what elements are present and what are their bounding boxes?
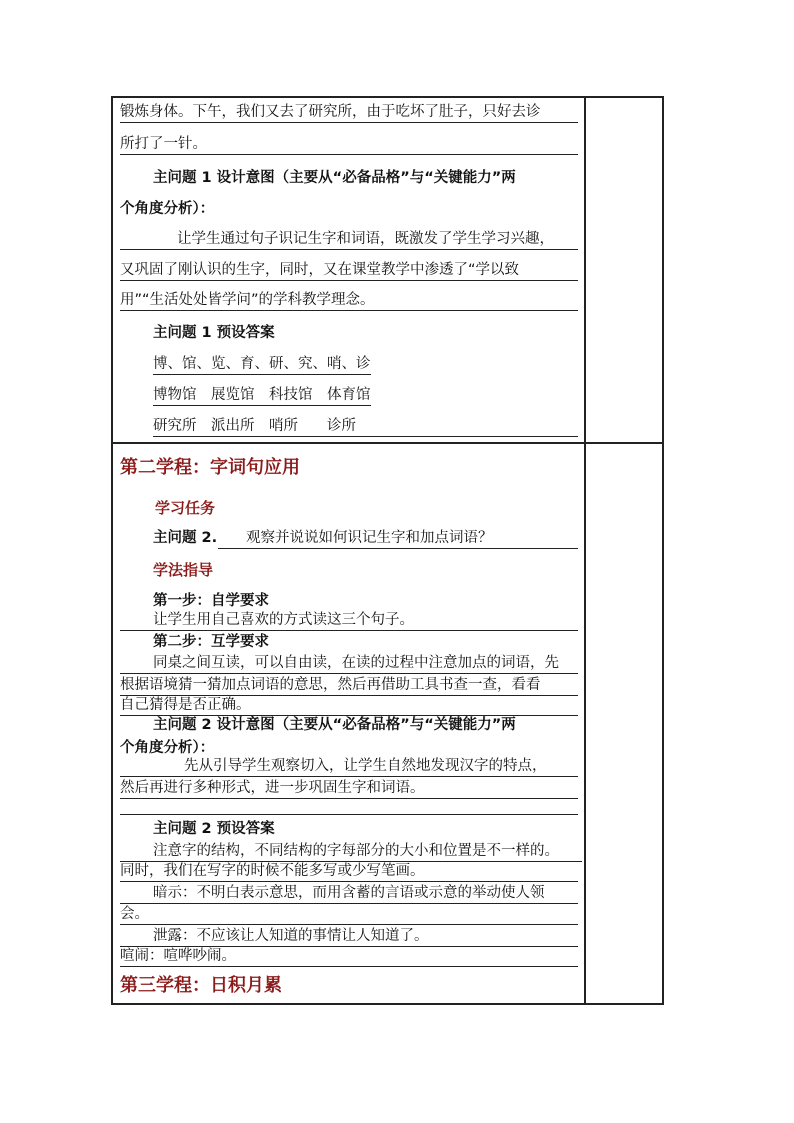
answer-text: 会。 [120, 904, 578, 925]
text-line: 所打了一针。 [120, 134, 578, 155]
answer-text: 研究所 派出所 哨所 诊所 [153, 416, 578, 437]
intent-title: 主问题 1 设计意图（主要从“必备品格”与“关键能力”两 [153, 170, 516, 186]
column-divider [584, 98, 586, 1003]
method-label: 学法指导 [153, 561, 214, 579]
answer-text: 泄露：不应该让人知道的事情让人知道了。 [120, 926, 578, 947]
answer-text: 暗示：不明白表示意思，而用含蓄的言语或示意的举动使人领 [120, 883, 578, 904]
section-heading: 第三学程：日积月累 [120, 975, 282, 996]
step-label: 第二步：互学要求 [153, 634, 269, 650]
text-line: 锻炼身体。下午，我们又去了研究所，由于吃坏了肚子，只好去诊 [120, 102, 578, 123]
step-text: 根据语境猜一猜加点词语的意思，然后再借助工具书查一查，看看 [120, 675, 578, 696]
answer-text: 喧闹：喧哗吵闹。 [120, 946, 578, 967]
intent-text: 然后再进行多种形式，进一步巩固生字和词语。 [120, 778, 578, 799]
intent-text: 让学生通过句子识记生字和词语，既激发了学生学习兴趣， [120, 229, 578, 250]
intent-title-cont: 个角度分析）： [120, 740, 215, 756]
task-label: 学习任务 [155, 499, 216, 517]
step-text: 让学生用自己喜欢的方式读这三个句子。 [120, 610, 578, 631]
answer-title: 主问题 2 预设答案 [153, 821, 275, 837]
intent-text: 用”“生活处处皆学问”的学科教学理念。 [120, 290, 578, 311]
answer-text: 注意字的结构，不同结构的字每部分的大小和位置是不一样的。 [120, 841, 582, 862]
answer-title: 主问题 1 预设答案 [153, 325, 275, 341]
question-text: 观察并说说如何识记生字和加点词语？ [218, 528, 578, 549]
row-divider [113, 442, 662, 444]
step-text: 同桌之间互读，可以自由读，在读的过程中注意加点的词语，先 [120, 653, 578, 674]
intent-text: 先从引导学生观察切入，让学生自然地发现汉字的特点， [120, 756, 578, 777]
question-label: 主问题 2. [153, 530, 218, 546]
step-text: 自己猜得是否正确。 [120, 695, 578, 716]
section-heading: 第二学程：字词句应用 [120, 457, 300, 478]
answer-text: 博物馆 展览馆 科技馆 体育馆 [153, 385, 371, 406]
intent-title-cont: 个角度分析）： [120, 201, 215, 217]
step-label: 第一步：自学要求 [153, 593, 269, 609]
intent-text: 又巩固了刚认识的生字，同时，又在课堂教学中渗透了“学以致 [120, 260, 578, 281]
answer-text: 博、馆、览、育、研、究、哨、诊 [153, 354, 371, 375]
intent-title: 主问题 2 设计意图（主要从“必备品格”与“关键能力”两 [153, 717, 516, 733]
blank-line [120, 814, 578, 815]
answer-text: 同时，我们在写字的时候不能多写或少写笔画。 [120, 861, 578, 882]
lesson-plan-table [111, 96, 664, 1005]
